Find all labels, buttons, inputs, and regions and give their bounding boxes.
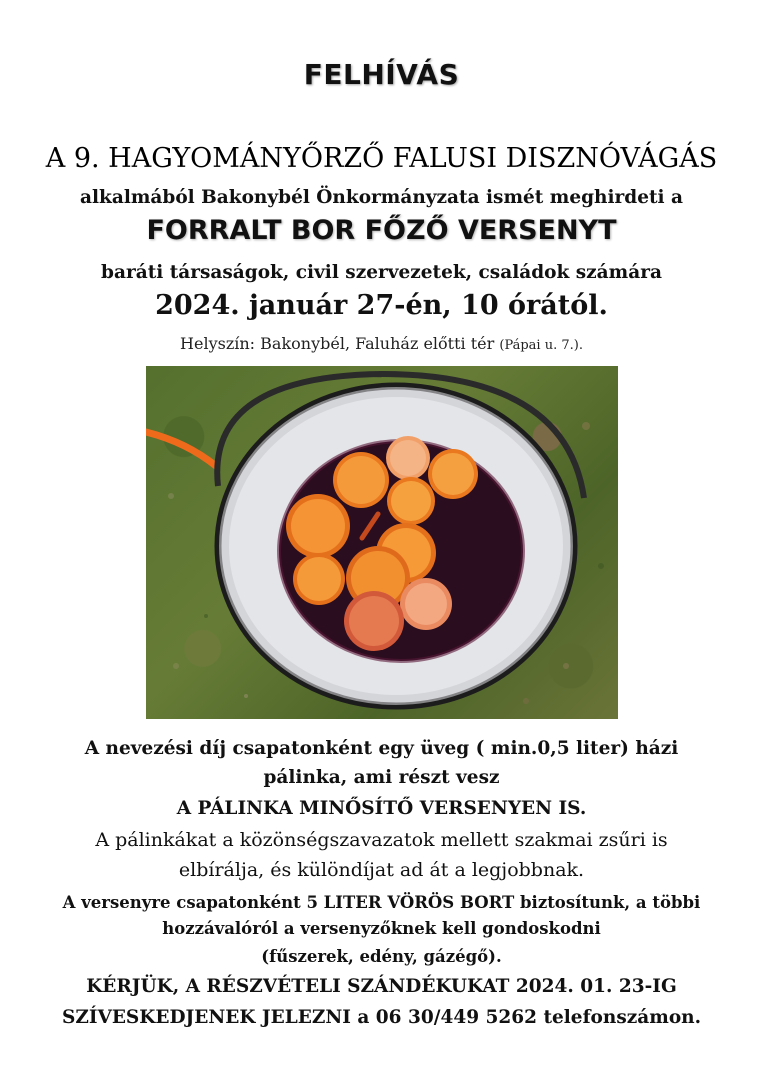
location-label: Helyszín: Bakonybél, Faluház előtti tér — [180, 334, 495, 353]
location-address: (Pápai u. 7.). — [499, 338, 583, 353]
request-line-2: SZÍVESKEDJENEK JELEZNI a 06 30/449 5262 telefonszámon. — [61, 1007, 702, 1028]
supply-line-2: hozzávalóról a versenyzőknek kell gondoskodni — [162, 919, 601, 938]
location-line — [0, 334, 763, 353]
audience-text: baráti társaságok, civil szervezetek, családok számára — [101, 262, 662, 283]
entry-fee-line-2: pálinka, ami részt vesz — [263, 767, 500, 788]
event-date: 2024. január 27-én, 10 órától. — [155, 290, 608, 321]
cauldron-illustration — [146, 366, 618, 719]
jury-line-1: A pálinkákat a közönségszavazatok mellett szakmai zsűri is — [95, 829, 668, 851]
gas-hose — [146, 432, 216, 466]
occasion-text: alkalmából Bakonybél Önkormányzata ismét meghirdeti a — [80, 187, 683, 208]
request-line-1: KÉRJÜK, A RÉSZVÉTELI SZÁNDÉKUKAT 2024. 01. 23-IG — [86, 976, 677, 997]
competition-name: FORRALT BOR FŐZŐ VERSENYT — [146, 215, 617, 246]
event-heading: A 9. HAGYOMÁNYŐRZŐ FALUSI DISZNÓVÁGÁS — [45, 143, 718, 174]
flyer-title: FELHÍVÁS — [303, 58, 460, 91]
supply-line-1: A versenyre csapatonként 5 LITER VÖRÖS BORT biztosítunk, a többi — [62, 893, 701, 912]
supply-line-3: (fűszerek, edény, gázégő). — [261, 947, 502, 966]
entry-fee-line-1: A nevezési díj csapatonként egy üveg ( min.0,5 liter) házi — [84, 738, 679, 759]
palinka-contest-heading: A PÁLINKA MINŐSÍTŐ VERSENYEN IS. — [176, 798, 587, 819]
mulled-wine-photo — [146, 366, 618, 719]
jury-line-2: elbírálja, és különdíjat ad át a legjobbnak. — [178, 859, 585, 881]
